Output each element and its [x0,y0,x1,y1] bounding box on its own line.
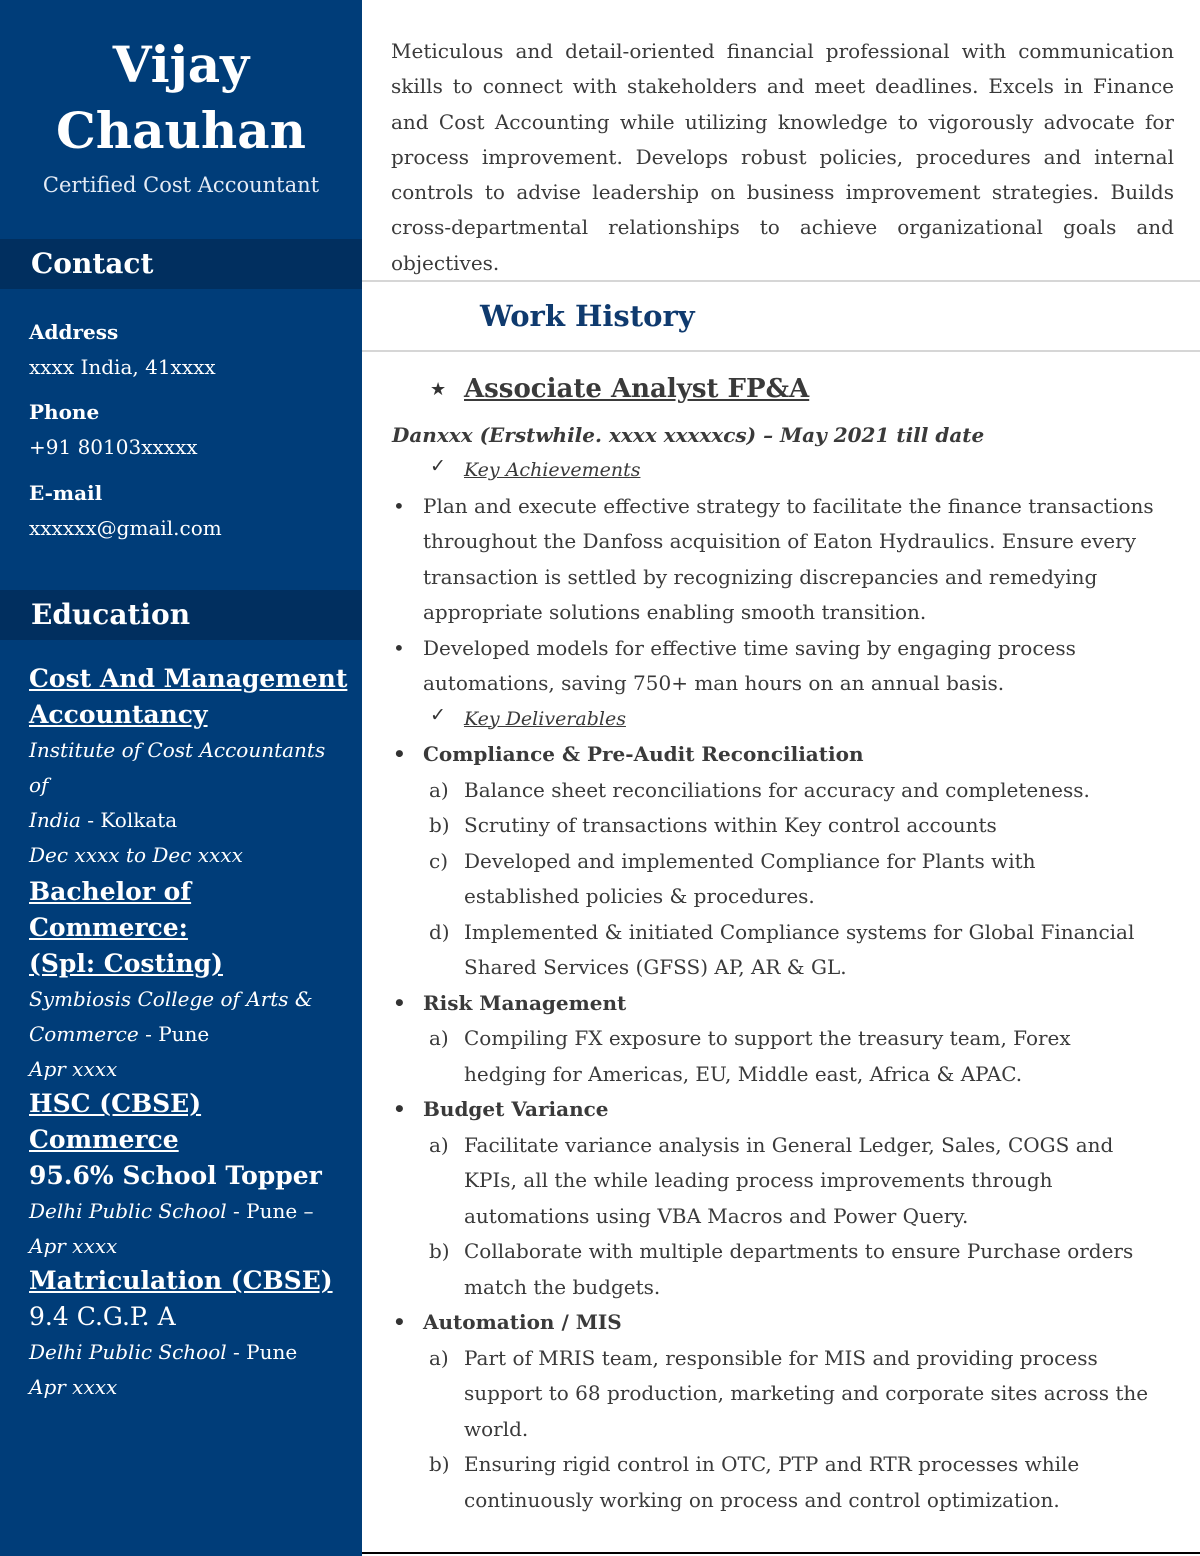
education-detail: India - Kolkata [29,808,178,832]
education-degree: (Spl: Costing) [29,949,223,978]
education-entry [29,874,349,1087]
work-history-heading-band [362,280,1200,352]
professional-title: Certified Cost Accountant [42,173,320,197]
deliverable-heading: • Budget Variance [362,1092,1163,1128]
last-name: Chauhan [56,101,306,160]
education-detail: Delhi Public School - Pune [29,1340,298,1364]
education-detail: Apr xxxx [29,1234,118,1258]
deliverable-item: a) Compiling FX exposure to support the treasury team, Forex hedging for Americas, EU, Middle east, Africa & APAC. [429,1026,1071,1086]
deliverable-item: b) Scrutiny of transactions within Key control accounts [429,813,997,837]
work-details [362,453,1200,1518]
first-name: Vijay [112,35,250,94]
deliverable-item: b) Ensuring rigid control in OTC, PTP and RTR processes while continuously working on process and control optimization. [429,1452,1080,1512]
education-heading: Education [31,598,191,631]
deliverables-label: Key Deliverables [464,707,626,730]
star-icon: ★ [430,379,447,400]
deliverable-item: c) Developed and implemented Compliance for Plants with established policies & procedures. [429,848,1036,908]
education-distinction: 95.6% School Topper [29,1161,322,1190]
education-degree: Matriculation (CBSE) [29,1266,333,1295]
education-entry [29,661,349,873]
deliverable-heading: • Automation / MIS [362,1305,1163,1341]
deliverable-item: a) Balance sheet reconciliations for accuracy and completeness. [429,777,1090,802]
phone-label: Phone [29,400,100,424]
education-detail: Apr xxxx [29,1375,118,1399]
deliverable-heading: • Compliance & Pre-Audit Reconciliation [362,737,1163,773]
deliverable-item: d) Implemented & initiated Compliance systems for Global Financial Shared Services (GFSS) AP, AR & GL. [429,919,1135,979]
education-entry [29,1263,349,1405]
education-grade: 9.4 C.G.P. A [29,1302,176,1331]
deliverable-item: a) Facilitate variance analysis in General Ledger, Sales, COGS and KPIs, all the while leading process improvements through automations using VBA Macros and Power Query. [429,1132,1114,1228]
education-detail: Symbiosis College of Arts & [29,987,313,1011]
achievement-item: • Developed models for effective time saving by engaging process automations, saving 750+ man hours on an annual basis. [362,631,1163,702]
education-detail: Institute of Cost Accountants of [29,738,326,797]
work-history-heading: Work History [480,299,695,333]
education-degree: HSC (CBSE) Commerce [29,1089,202,1154]
employer-line: Danxxx (Erstwhile. xxxx xxxxxcs) – May 2021 till date [392,423,985,447]
deliverable-item: b) Collaborate with multiple departments to ensure Purchase orders match the budgets. [429,1239,1134,1299]
deliverable-item: a) Part of MRIS team, responsible for MIS and providing process support to 68 production, marketing and corporate sites across the world. [429,1345,1149,1441]
education-detail: Apr xxxx [29,1057,118,1081]
main-content [362,0,1200,1556]
email-value: xxxxxx@gmail.com [29,516,222,540]
sidebar [0,0,362,1556]
education-heading-bar [0,590,362,640]
professional-summary: Meticulous and detail-oriented financial professional with communication skills to connect with stakeholders and meet deadlines. Excels in Finance and Cost Accounting while utilizing knowledge to vigorously advocate for process improvement. Develops robust policies, procedures and internal controls to advise leadership on business improvement strategies. Builds cross-departmental relationships to achieve organizational goals and objectives. [391,39,1174,275]
education-detail: Commerce - Pune [29,1022,210,1046]
education-degree: Accountancy [29,700,208,729]
contact-heading: Contact [31,247,154,280]
achievements-subheading [362,453,1200,489]
page-bottom-border [362,1552,1200,1554]
check-icon: ✓ [430,703,446,726]
phone-value: +91 80103xxxxx [29,435,198,459]
address-label: Address [29,320,119,344]
education-entry [29,1086,349,1264]
address-value: xxxx India, 41xxxx [29,355,216,379]
achievement-item: • Plan and execute effective strategy to facilitate the finance transactions throughout the Danfoss acquisition of Eaton Hydraulics. Ensure every transaction is settled by recognizing discrepancies and remedying appropriate solutions enabling smooth transition. [362,489,1163,631]
deliverables-subheading [362,702,1200,738]
education-degree: Bachelor of Commerce: [29,877,192,942]
contact-heading-bar [0,239,362,289]
email-label: E-mail [29,481,103,505]
deliverable-heading: • Risk Management [362,986,1163,1022]
achievements-label: Key Achievements [464,459,641,481]
education-detail: Delhi Public School - Pune – [29,1199,314,1223]
education-detail: Dec xxxx to Dec xxxx [29,843,243,867]
check-icon: ✓ [430,455,446,477]
education-degree: Cost And Management [29,664,348,693]
job-title: Associate Analyst FP&A [464,374,810,404]
